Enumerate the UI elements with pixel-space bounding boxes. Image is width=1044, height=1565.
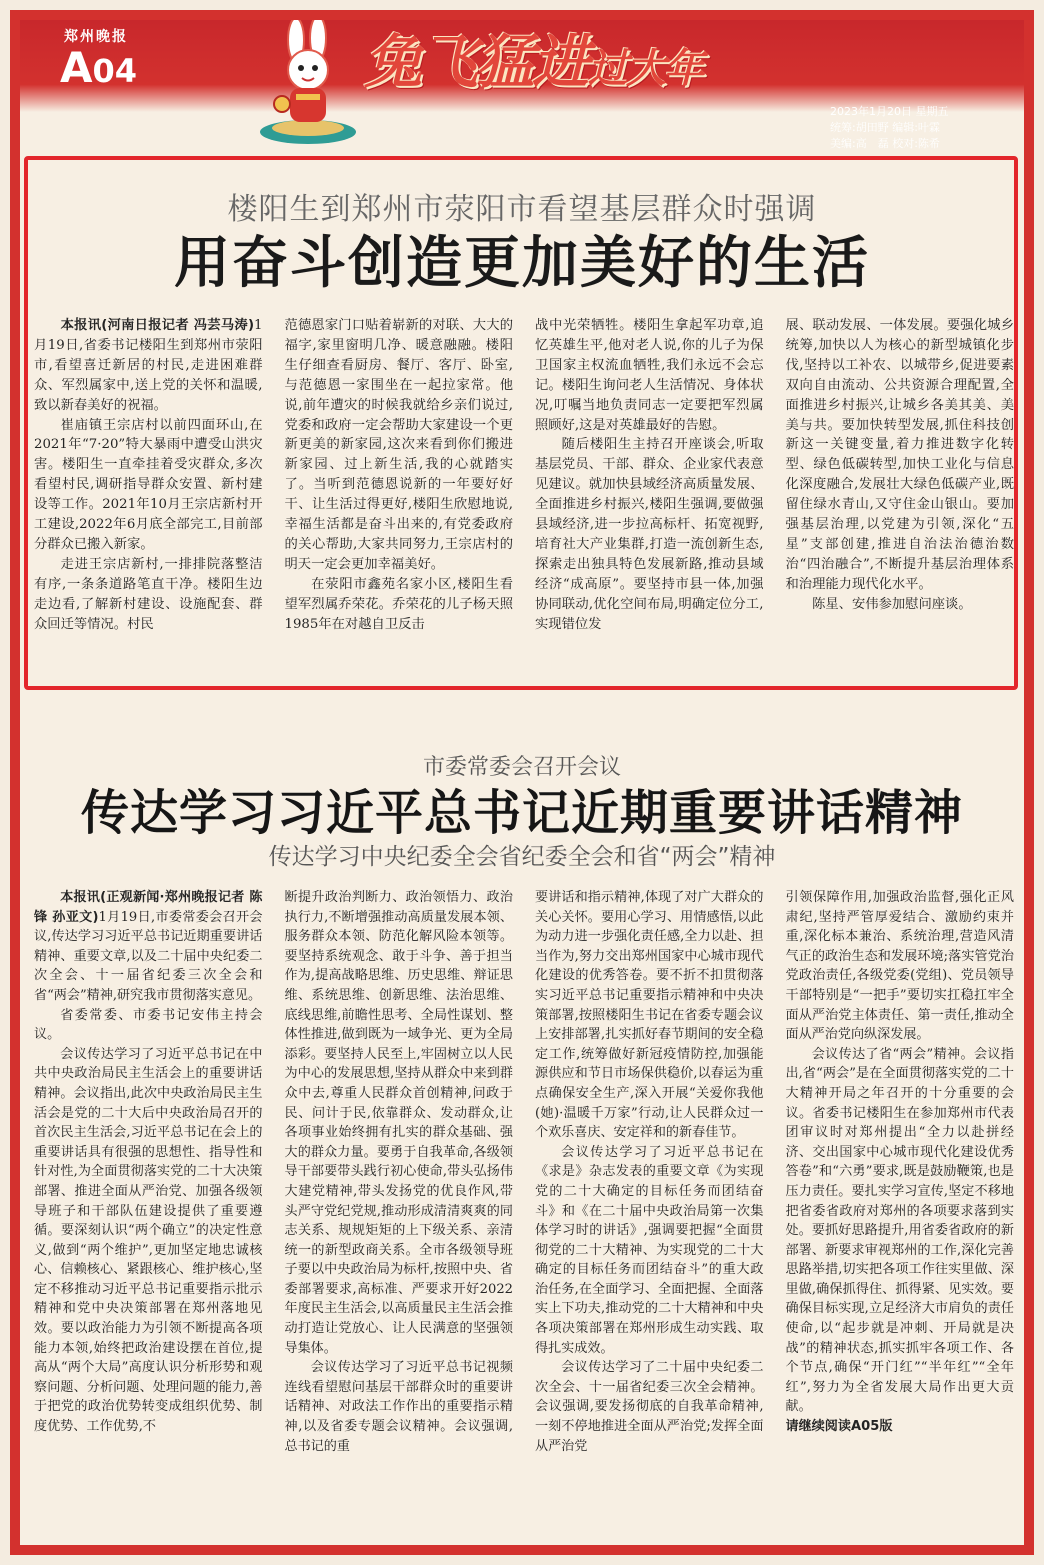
editors-line-1: 统筹:胡田野 编辑:叶霖 <box>830 121 940 134</box>
page-code-number: 04 <box>92 52 138 90</box>
text-column-1 <box>34 316 263 678</box>
paragraph-text: 范德恩家门口贴着崭新的对联、大大的福字,家里窗明几净、暖意融融。楼阳生仔细查看厨房、餐厅、客厅、卧室,与范德恩一家围坐在一起拉家常。他说,前年遭灾的时候我就给乡亲们说过,党委和政府一定会帮助大家建设一个更新更美的新家园,这次来看到你们搬进新家园、过上新生活,我的心就踏实了。当听到范德恩说新的一年要好好干、让生活过得更好,楼阳生欣慰地说,幸福生活都是奋斗出来的,有党委政府的关心帮助,大家共同努力,王宗店村的明天一定会更加幸福美好。 <box>284 318 513 572</box>
paragraph <box>34 316 263 416</box>
paragraph <box>786 316 1015 595</box>
paragraph-text: 展、联动发展、一体发展。要强化城乡统筹,加快以人为核心的新型城镇化步伐,坚持以工补农、以城带乡,促进要素双向自由流动、公共资源合理配置,全面推进乡村振兴,让城乡各美其美、美美与共。要加快转型发展,抓住科技创新这一关键变量,着力推进数字化转型、绿色低碳转型,加快工业化与信息化深度融合,发展壮大绿色低碳产业,既留住绿水青山,又守住金山银山。要加强基层治理,以党建为引领,深化“五星”支部创建,推进自治法治德治数治“四治融合”,不断提升基层治理体系和治理能力现代化水平。 <box>785 318 1014 592</box>
paragraph <box>34 416 263 555</box>
text-column-4 <box>786 316 1015 678</box>
text-column-2 <box>285 888 514 1558</box>
editors-line-2: 美编:高 磊 校对:陈希 <box>830 137 940 150</box>
text-column-3 <box>535 888 764 1558</box>
page-code-letter: A <box>60 43 93 92</box>
page-code <box>60 43 138 93</box>
paragraph <box>535 316 764 435</box>
paragraph <box>535 1358 764 1456</box>
paragraph-text: 走进王宗店新村,一排排院落整洁有序,一条条道路笔直干净。楼阳生边走边看,了解新村建设、设施配套、群众回迁等情况。村民 <box>34 556 263 632</box>
text-column-2 <box>285 316 514 678</box>
paragraph-text: 会议传达学习了习近平总书记在《求是》杂志发表的重要文章《为实现党的二十大确定的目标任务而团结奋斗》和《在二十届中央政治局第一次集体学习时的讲话》,强调要把握“全面贯彻党的二十大精神、为实现党的二十大确定的目标任务而团结奋斗”的重大政治任务,在全面学习、全面把握、全面落实上下功夫,推动党的二十大精神和中央各项决策部署在郑州形成生动实践、取得扎实成效。 <box>535 1144 764 1356</box>
dateline: 本报讯(河南日报记者 冯芸马涛) <box>60 318 255 333</box>
paragraph <box>34 1045 263 1437</box>
paper-name: 郑州晚报 <box>64 29 128 45</box>
page-frame <box>10 10 1034 1555</box>
edition-meta <box>830 104 1000 152</box>
text-column-4 <box>786 888 1015 1558</box>
paragraph <box>786 888 1015 1045</box>
article-2-subtitle: 传达学习中央纪委全会省纪委全会和省“两会”精神 <box>268 844 776 870</box>
article-2-kicker: 市委常委会召开会议 <box>422 755 621 780</box>
paragraph-text: 在荥阳市鑫苑名家小区,楼阳生看望军烈属乔荣花。乔荣花的儿子杨天照1985年在对越自卫反击 <box>284 576 513 632</box>
masthead <box>20 20 1024 158</box>
paragraph-text: 省委常委、市委书记安伟主持会议。 <box>34 1007 263 1043</box>
article-1-title: 用奋斗创造更加美好的生活 <box>174 231 870 296</box>
paragraph <box>285 888 514 1358</box>
paragraph <box>285 1358 514 1456</box>
paragraph-text: 会议传达学习了习近平总书记在中共中央政治局民主生活会上的重要讲话精神。会议指出,此次中央政治局民主生活会是党的二十大后中央政治局召开的首次民主生活会,习近平总书记在会上的重要讲话具有很强的思想性、指导性和针对性,为全面贯彻落实党的二十大决策部署、推进全面从严治党、加强各级领导班子和干部队伍建设提供了重要遵循。要深刻认识“两个确立”的决定性意义,做到“两个维护”,更加坚定地忠诚核心、信赖核心、紧跟核心、维护核心,坚定不移推动习近平总书记重要指示批示精神和党中央决策部署在郑州落地见效。要以政治能力为引领不断提高各项能力本领,始终把政治建设摆在首位,提高从“两个大局”高度认识分析形势和观察问题、分析问题、处理问题的能力,善于把党的政治优势转变成组织优势、制度优势、工作优势,不 <box>34 1046 263 1435</box>
paragraph <box>34 555 263 635</box>
paragraph-text: 引领保障作用,加强政治监督,强化正风肃纪,坚持严管厚爱结合、激励约束并重,深化标本兼治、系统治理,营造风清气正的政治生态和发展环境;落实管党治党政治责任,各级党委(党组)、党员领导干部特别是“一把手”要切实扛稳扛牢全面从严治党主体责任、第一责任,推动全面从严治党向纵深发展。 <box>785 890 1014 1043</box>
text-column-3 <box>535 316 764 678</box>
paragraph <box>786 1045 1015 1417</box>
paragraph <box>535 888 764 1143</box>
paragraph-text: 要讲话和指示精神,体现了对广大群众的关心关怀。要用心学习、用情感悟,以此为动力进一步强化责任感,全力以赴、担当作为,努力交出郑州国家中心城市现代化建设的优秀答卷。要不折不扣贯彻落实习近平总书记重要指示精神和中央决策部署,按照楼阳生书记在省委专题会议上安排部署,扎实抓好春节期间的安全稳定工作,统筹做好新冠疫情防控,加强能源供应和节日市场保供稳价,以春运为重点确保安全生产,深入开展“关爱你我他(她)·温暖千万家”行动,让人民群众过一个欢乐喜庆、安定祥和的新春佳节。 <box>535 890 764 1141</box>
article-1-subtitle: 楼阳生到郑州市荥阳市看望基层群众时强调 <box>227 192 817 227</box>
paragraph-text: 战中光荣牺牲。楼阳生拿起军功章,追忆英雄生平,他对老人说,你的儿子为保卫国家主权流血牺牲,我们永远不会忘记。楼阳生询问老人生活情况、身体状况,叮嘱当地负责同志一定要把军烈属照顾好,这是对英雄最好的告慰。 <box>535 318 764 433</box>
issue-date: 2023年1月20日 星期五 <box>830 105 949 118</box>
paragraph <box>285 575 514 635</box>
banner-main-text: 兔飞猛进 <box>364 28 589 96</box>
continue-reading-note: 请继续阅读A05版 <box>785 1419 893 1435</box>
paragraph <box>535 1143 764 1359</box>
paragraph-text: 会议传达学习了习近平总书记视频连线看望慰问基层干部群众时的重要讲话精神、对政法工作作出的重要指示精神,以及省委专题会议精神。会议强调,总书记的重 <box>284 1360 513 1454</box>
paragraph <box>34 1006 263 1045</box>
paragraph-text: 1月19日,省委书记楼阳生到郑州市荥阳市,看望喜迁新居的村民,走进困难群众、军烈属家中,送上党的关怀和温暖,致以新春美好的祝福。 <box>34 318 263 413</box>
article-2-title: 传达学习习近平总书记近期重要讲话精神 <box>80 785 963 841</box>
paragraph-text: 随后楼阳生主持召开座谈会,听取基层党员、干部、群众、企业家代表意见建议。就加快县域经济高质量发展、全面推进乡村振兴,楼阳生强调,要做强县域经济,进一步拉高标杆、拓宽视野,培育社大产业集群,打造一流创新生态,探索走出独具特色发展新路,推动县域经济“成高原”。要坚持市县一体,加强协同联动,优化空间布局,明确定位分工,实现错位发 <box>535 437 764 632</box>
banner-small-text: 过大年 <box>588 45 703 92</box>
paragraph-text: 断提升政治判断力、政治领悟力、政治执行力,不断增强推动高质量发展本领、服务群众本领、防范化解风险本领等。要坚持系统观念、敢于斗争、善于担当作为,提高战略思维、历史思维、辩证思维、系统思维、创新思维、法治思维、底线思维,前瞻性思考、全局性谋划、整体性推进,做到既为一域争光、更为全局添彩。要坚持人民至上,牢固树立以人民为中心的发展思想,坚持从群众中来到群众中去,尊重人民群众首创精神,问政于民、问计于民,依靠群众、发动群众,让各项事业始终拥有扎实的群众基础、强大的群众力量。要勇于自我革命,各级领导干部要带头践行初心使命,带头弘扬伟大建党精神,带头发扬党的优良作风,带头严守党纪党规,推动形成清清爽爽的同志关系、规规矩矩的上下级关系、亲清统一的新型政商关系。全市各级领导班子要以中央政治局为标杆,按照中央、省委部署要求,高标准、严要求开好2022年度民主生活会,以高质量民主生活会推动打造让党放心、让人民满意的坚强领导集体。 <box>284 890 513 1356</box>
paragraph-text: 会议传达了省“两会”精神。会议指出,省“两会”是在全面贯彻落实党的二十大精神开局之年召开的十分重要的会议。省委书记楼阳生在参加郑州市代表团审议时对郑州提出“全力以赴拼经济、交出国家中心城市现代化建设优秀答卷”和“六勇”要求,既是鼓励鞭策,也是压力责任。要扎实学习宣传,坚定不移地把省委省政府对郑州的各项要求落到实处。要抓好思路提升,用省委省政府的新部署、新要求审视郑州的工作,深化完善思路举措,切实把各项工作往实里做、深里做,确保抓得住、抓得紧、见实效。要确保目标实现,立足经济大市肩负的责任使命,以“起步就是冲刺、开局就是决战”的精神状态,抓实抓牢各项工作、各个节点,确保“开门红”“半年红”“全年红”,努力为全省发展大局作出更大贡献。 <box>785 1046 1014 1415</box>
rabbit-mascot-icon <box>256 20 360 148</box>
text-column-1 <box>34 888 263 1558</box>
article-2-body <box>34 888 1014 1558</box>
article-1-body <box>34 316 1014 678</box>
paragraph <box>285 316 514 575</box>
paragraph <box>786 595 1015 615</box>
paragraph-text: 崔庙镇王宗店村以前四面环山,在2021年“7·20”特大暴雨中遭受山洪灾害。楼阳生一直牵挂着受灾群众,多次看望村民,调研指导群众安置、新村建设等工作。2021年10月王宗店新村开工建设,2022年6月底全部完工,目前部分群众已搬入新家。 <box>34 417 263 552</box>
paragraph-text: 陈星、安伟参加慰问座谈。 <box>812 596 972 612</box>
banner-title <box>364 22 702 110</box>
paragraph <box>535 435 764 634</box>
paragraph-text: 会议传达学习了二十届中央纪委二次全会、十一届省纪委三次全会精神。会议强调,要发扬彻底的自我革命精神,一刻不停地推进全面从严治党;发挥全面从严治党 <box>535 1360 764 1454</box>
paragraph-text: 1月19日,市委常委会召开会议,传达学习习近平总书记近期重要讲话精神、重要文章,以及二十届中央纪委二次全会、十一届省纪委三次全会和省“两会”精神,研究我市贯彻落实意见。 <box>34 909 263 1003</box>
dateline: 本报讯(正观新闻·郑州晚报记者 陈锋 孙亚文) <box>34 890 263 925</box>
paragraph <box>34 888 263 1006</box>
